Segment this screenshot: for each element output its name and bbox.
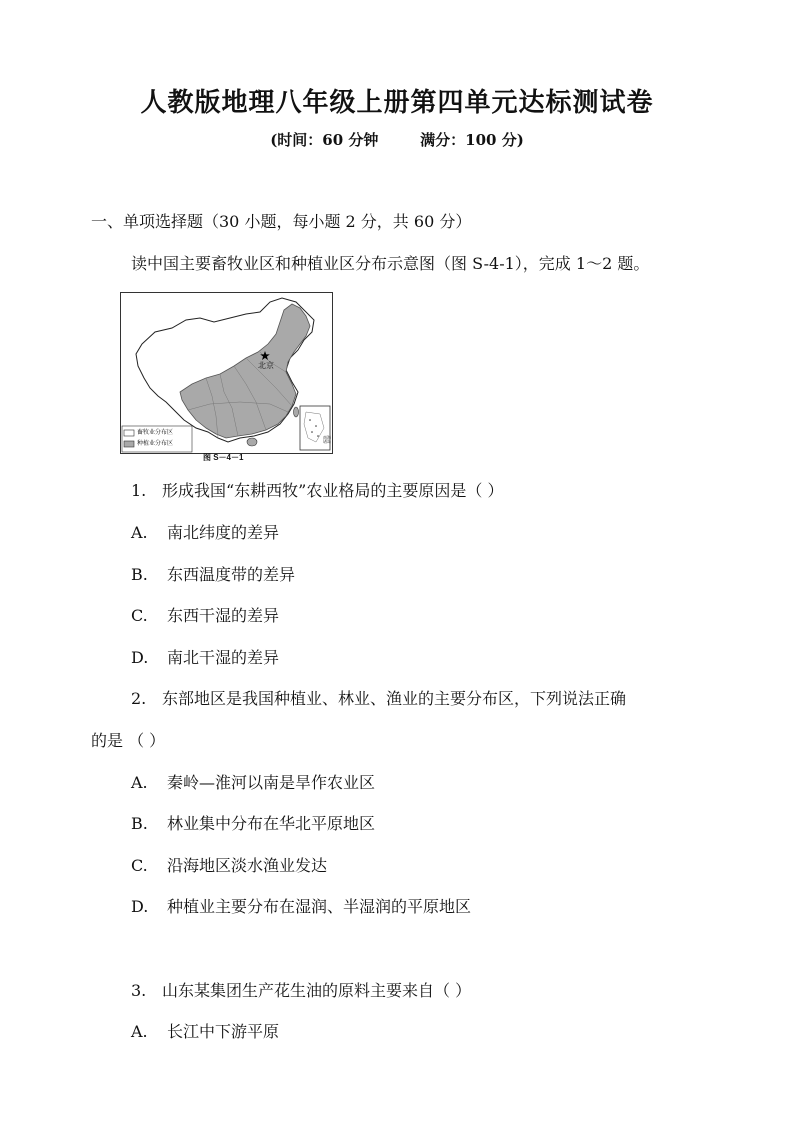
option-a[interactable]	[131, 773, 375, 793]
section-heading: 一、单项选择题（30 小题，每小题 2 分，共 60 分）	[91, 212, 472, 231]
option-letter: B.	[131, 814, 148, 833]
option-text: 种植业主要分布在湿润、半湿润的平原地区	[167, 897, 472, 916]
question-number: 2.	[131, 689, 147, 708]
question-number: 3.	[131, 981, 147, 1000]
option-text: 秦岭—淮河以南是旱作农业区	[167, 773, 376, 792]
option-text: 长江中下游平原	[167, 1022, 280, 1041]
legend-crop-label: 种植业分布区	[137, 441, 174, 447]
option-letter: A.	[131, 523, 148, 542]
question-stem: 山东某集团生产花生油的原料主要来自（ ）	[162, 981, 472, 1000]
page-title: 人教版地理八年级上册第四单元达标测试卷	[140, 88, 654, 118]
option-letter: D.	[131, 648, 149, 667]
question-stem: 东部地区是我国种植业、林业、渔业的主要分布区，下列说法正确	[162, 689, 627, 708]
exam-info: (时间：60 分钟 满分：100 分)	[270, 131, 524, 149]
option-d[interactable]	[131, 897, 471, 917]
option-text: 南北干湿的差异	[167, 648, 280, 667]
option-b[interactable]	[131, 565, 295, 585]
option-a[interactable]	[131, 1022, 279, 1042]
figure-caption: 图 S－4－1	[203, 453, 244, 462]
option-text: 沿海地区淡水渔业发达	[167, 856, 328, 875]
question-number: 1.	[131, 481, 147, 500]
question-2	[131, 689, 626, 709]
option-letter: C.	[131, 606, 148, 625]
question-stem-continued: 的是 （ ）	[91, 731, 166, 750]
legend-pastoral-label: 畜牧业分布区	[137, 430, 174, 436]
option-c[interactable]	[131, 856, 327, 876]
option-letter: B.	[131, 565, 148, 584]
option-text: 南北纬度的差异	[167, 523, 280, 542]
option-b[interactable]	[131, 814, 375, 834]
question-stem: 形成我国“东耕西牧”农业格局的主要原因是（ ）	[162, 481, 504, 500]
option-letter: A.	[131, 1022, 148, 1041]
option-text: 东西温度带的差异	[167, 565, 296, 584]
question-1	[131, 481, 503, 501]
beijing-label: 北京	[258, 361, 274, 370]
china-agriculture-map	[120, 292, 333, 454]
inset-label: 南海诸岛	[323, 435, 331, 444]
option-a[interactable]	[131, 523, 279, 543]
section-intro: 读中国主要畜牧业区和种植业区分布示意图（图 S-4-1），完成 1～2 题。	[131, 254, 650, 273]
option-letter: D.	[131, 897, 149, 916]
option-text: 林业集中分布在华北平原地区	[167, 814, 376, 833]
option-letter: C.	[131, 856, 148, 875]
option-c[interactable]	[131, 606, 279, 626]
option-text: 东西干湿的差异	[167, 606, 280, 625]
option-letter: A.	[131, 773, 148, 792]
option-d[interactable]	[131, 648, 279, 668]
question-3	[131, 981, 471, 1001]
